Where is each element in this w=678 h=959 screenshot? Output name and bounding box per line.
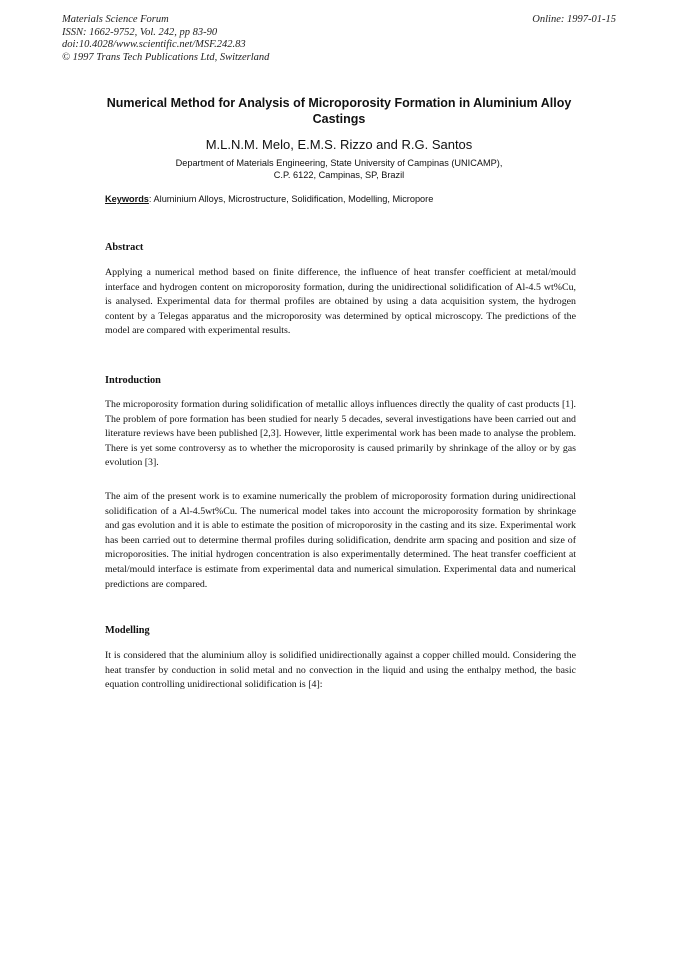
issn-line: ISSN: 1662-9752, Vol. 242, pp 83-90 <box>62 26 218 38</box>
online-date: Online: 1997-01-15 <box>532 14 616 25</box>
modelling-heading: Modelling <box>105 625 150 636</box>
abstract-heading: Abstract <box>105 242 144 253</box>
introduction-paragraph-2: The aim of the present work is to examine numerically the problem of microporosity formation during unidirectional solidification of a Al-4.5wt%Cu. The numerical model takes into account the microporosity formation by shrinkage and gas evolution and it is able to estimate the position of microporosity in the casting and its size. Experimental work has been carried out to determine thermal profiles during solidification, dendrite arm spacing and position and size of microporosities. The initial hydrogen concentration is also experimentally determined. The heat transfer coefficient at metal/mould interface is estimate from experimental data and numerical simulation. Experimental data and numerical predictions are compared. <box>105 491 576 590</box>
doi-line: doi:10.4028/www.scientific.net/MSF.242.83 <box>62 39 246 50</box>
affiliation-line-2: C.P. 6122, Campinas, SP, Brazil <box>273 170 405 180</box>
introduction-paragraph-1: The microporosity formation during solidification of metallic alloys influences directly the quality of cast products [1]. The problem of pore formation has been studied for nearly 5 decades, several investigations have been carried out and literature reviews have been published [2,3]. However, little experimental work has been made to analyse the problem. There is yet some controversy as to whether the microporosity is caused primarily by shrinkage of the alloy or by gas evolution [3]. <box>105 399 576 469</box>
journal-header <box>62 14 442 64</box>
copyright-line: © 1997 Trans Tech Publications Ltd, Switzerland <box>62 51 270 63</box>
author-list: M.L.N.M. Melo, E.M.S. Rizzo and R.G. Santos <box>205 137 473 152</box>
affiliation-line-1: Department of Materials Engineering, State University of Campinas (UNICAMP), <box>175 158 503 168</box>
keywords-label: Keywords <box>105 194 149 204</box>
paper-title: Numerical Method for Analysis of Microporosity Formation in Aluminium Alloy Castings <box>106 96 572 126</box>
keywords-text: Aluminium Alloys, Microstructure, Solidification, Modelling, Micropore <box>151 194 434 204</box>
journal-name: Materials Science Forum <box>62 14 169 25</box>
keywords <box>105 193 575 205</box>
keywords-colon: : <box>148 194 152 204</box>
affiliation <box>100 157 578 181</box>
abstract-text: Applying a numerical method based on finite difference, the influence of heat transfer coefficient at metal/mould interface and hydrogen content on microporosity formation, during the unidirectional solidification of Al-4.5 wt%Cu, is analysed. Experimental data for thermal profiles are obtained by using a data acquisition system, the hydrogen content by a Telegas apparatus and the microporosity was determined by optical microscopy. The predictions of the model are compared with experimental results. <box>105 267 576 337</box>
introduction-heading: Introduction <box>105 375 161 386</box>
modelling-paragraph-1: It is considered that the aluminium alloy is solidified unidirectionally against a copper chilled mould. Considering the heat transfer by conduction in solid metal and no convection in the liquid and using the enthalpy method, the basic equation controlling unidirectional solidification is [4]: <box>105 650 576 691</box>
